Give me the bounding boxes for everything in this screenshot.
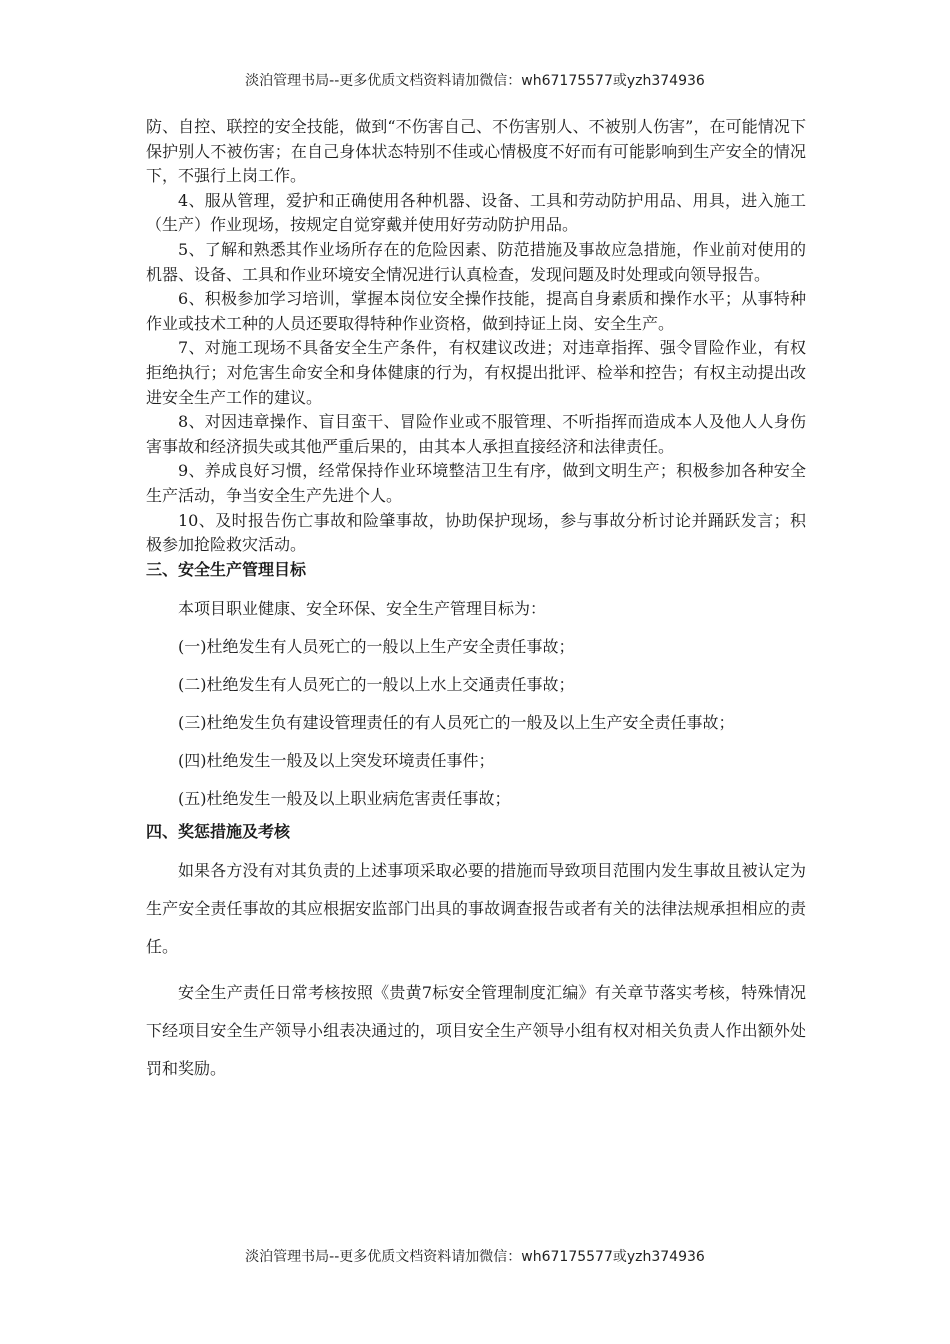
duties-list [146,115,806,558]
section-4-heading: 四、奖惩措施及考核 [146,821,291,841]
duty-item-5: 5、了解和熟悉其作业场所存在的危险因素、防范措施及事故应急措施，作业前对使用的机器、设备、工具和作业环境安全情况进行认真检查，发现问题及时处理或向领导报告。 [146,239,806,284]
duty-continuation: 防、自控、联控的安全技能，做到“不伤害自己、不伤害别人、不被别人伤害”，在可能情况下保护别人不被伤害；在自己身体状态特别不佳或心情极度不好而有可能影响到生产安全的情况下，不强行上岗工作。 [146,117,806,186]
page-footer: 淡泊管理书局--更多优质文档资料请加微信：wh67175577或yzh374936 [245,1249,705,1265]
duty-item-7: 7、对施工现场不具备安全生产条件，有权建议改进；对违章指挥、强令冒险作业，有权拒绝执行；对危害生命安全和身体健康的行为，有权提出批评、检举和控告；有权主动提出改进安全生产工作的建议。 [146,338,806,407]
section-3-intro: 本项目职业健康、安全环保、安全生产管理目标为： [178,598,547,618]
duty-item-6: 6、积极参加学习培训，掌握本岗位安全操作技能，提高自身素质和操作水平；从事特种作业或技术工种的人员还要取得特种作业资格，做到持证上岗、安全生产。 [146,289,806,333]
section-3-body [146,590,806,818]
goal-3: (三)杜绝发生负有建设管理责任的有人员死亡的一般及以上生产安全责任事故； [178,712,735,732]
section-4-paragraph-1: 如果各方没有对其负责的上述事项采取必要的措施而导致项目范围内发生事故且被认定为生产安全责任事故的其应根据安监部门出具的事故调查报告或者有关的法律法规承担相应的责任。 [146,860,806,956]
goal-5: (五)杜绝发生一般及以上职业病危害责任事故； [178,788,511,808]
section-4-body [146,852,806,1088]
duty-item-4: 4、服从管理，爱护和正确使用各种机器、设备、工具和劳动防护用品、用具，进入施工（生产）作业现场，按规定自觉穿戴并使用好劳动防护用品。 [146,190,806,235]
section-4-paragraph-2: 安全生产责任日常考核按照《贵黄7标安全管理制度汇编》有关章节落实考核，特殊情况下经项目安全生产领导小组表决通过的，项目安全生产领导小组有权对相关负责人作出额外处罚和奖励。 [146,982,806,1078]
document-body [146,115,806,1088]
duty-item-10: 10、及时报告伤亡事故和险肇事故，协助保护现场，参与事故分析讨论并踊跃发言；积极参加抢险救灾活动。 [146,510,806,555]
goal-4: (四)杜绝发生一般及以上突发环境责任事件； [178,750,495,770]
goal-1: (一)杜绝发生有人员死亡的一般以上生产安全责任事故； [178,636,575,656]
goal-2: (二)杜绝发生有人员死亡的一般以上水上交通责任事故； [178,674,575,694]
duty-item-9: 9、养成良好习惯，经常保持作业环境整洁卫生有序，做到文明生产；积极参加各种安全生产活动，争当安全生产先进个人。 [146,461,806,505]
page-header: 淡泊管理书局--更多优质文档资料请加微信：wh67175577或yzh374936 [245,73,705,89]
section-3-heading: 三、安全生产管理目标 [146,559,307,579]
duty-item-8: 8、对因违章操作、盲目蛮干、冒险作业或不服管理、不听指挥而造成本人及他人人身伤害事故和经济损失或其他严重后果的，由其本人承担直接经济和法律责任。 [146,412,806,456]
